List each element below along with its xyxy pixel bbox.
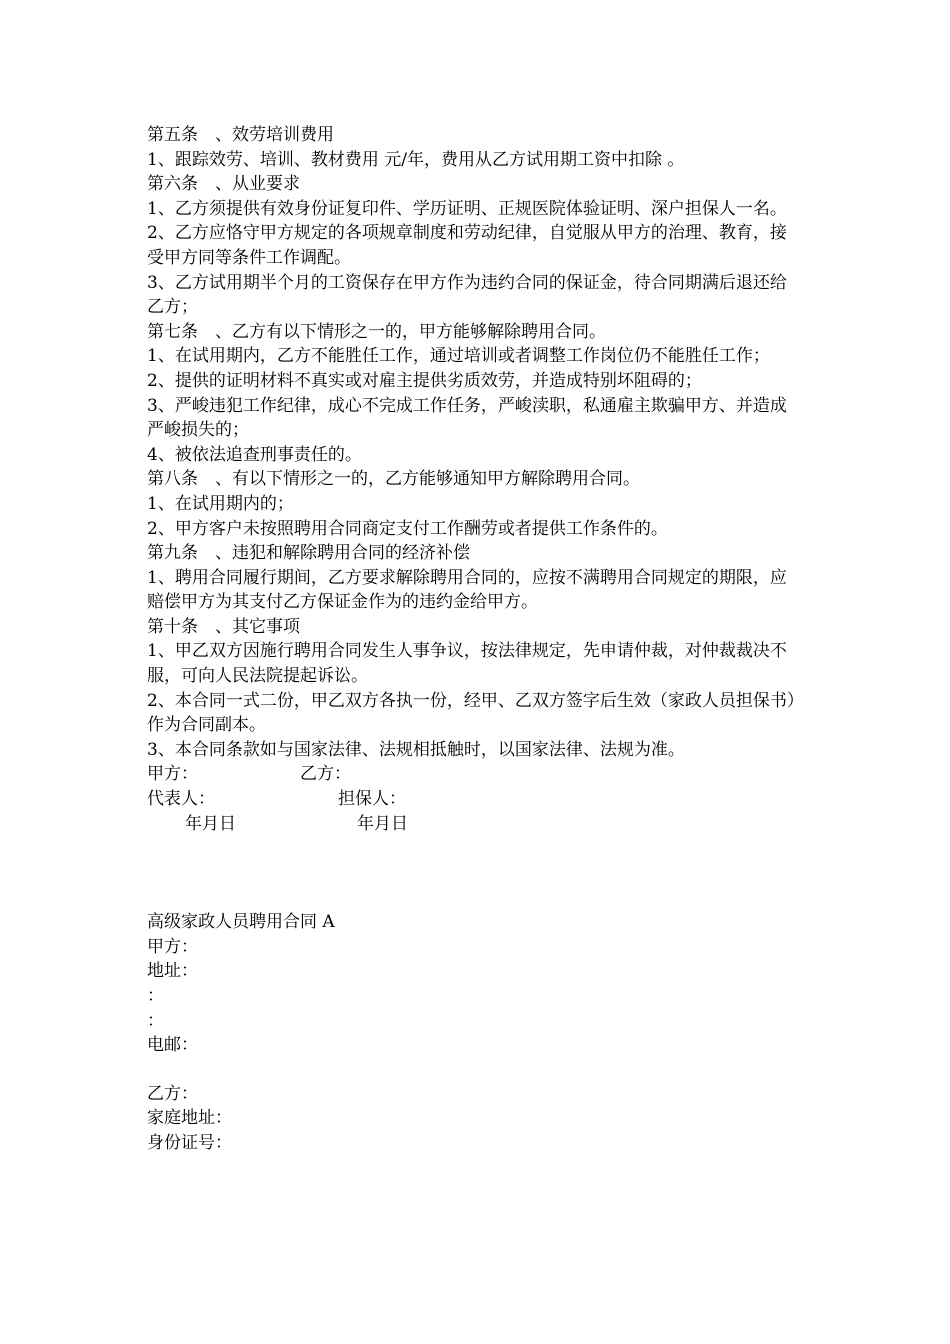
article-6-title: 第六条 、从业要求 xyxy=(147,174,300,195)
signature-guarantor: 担保人： xyxy=(338,789,406,810)
article-6-clause-3: 3、乙方试用期半个月的工资保存在甲方作为违约合同的保证金，待合同期满后退还给乙方； xyxy=(147,272,787,318)
article-7-clause-3: 3、严峻违犯工作纪律，成心不完成工作任务，严峻渎职，私通雇主欺骗甲方、并造成严峻损失的； xyxy=(147,395,787,441)
second-party-b: 乙方： xyxy=(147,1083,198,1104)
signature-row-dates xyxy=(147,812,797,837)
signature-row-parties xyxy=(147,762,797,787)
second-id-number: 身份证号： xyxy=(147,1132,232,1153)
article-7-clause-1: 1、在试用期内，乙方不能胜任工作，通过培训或者调整工作岗位仍不能胜任工作； xyxy=(147,346,770,367)
second-contract-title: 高级家政人员聘用合同 A xyxy=(147,912,335,933)
second-email: 电邮： xyxy=(147,1035,198,1056)
article-9-clause-1: 1、聘用合同履行期间，乙方要求解除聘用合同的，应按不满聘用合同规定的期限，应赔偿甲方为其支付乙方保证金作为的违约金给甲方。 xyxy=(147,567,787,613)
article-10-clause-1: 1、甲乙双方因施行聘用合同发生人事争议，按法律规定，先申请仲裁，对仲裁裁决不服，可向人民法院提起诉讼。 xyxy=(147,641,787,687)
article-6-clause-2: 2、乙方应恪守甲方规定的各项规章制度和劳动纪律，自觉服从甲方的治理、教育，接受甲方同等条件工作调配。 xyxy=(147,223,787,268)
signature-date-a: 年月日 xyxy=(185,813,236,834)
article-10-clause-3: 3、本合同条款如与国家法律、法规相抵触时，以国家法律、法规为准。 xyxy=(147,739,685,760)
party-spacer xyxy=(147,1058,797,1082)
second-address: 地址： xyxy=(147,961,198,982)
article-8-clause-1: 1、在试用期内的； xyxy=(147,493,294,514)
second-home-address: 家庭地址： xyxy=(147,1108,232,1129)
second-party-a: 甲方： xyxy=(147,936,198,957)
article-6-clause-1: 1、乙方须提供有效身份证复印件、学历证明、正规医院体验证明、深户担保人一名。 xyxy=(147,198,787,219)
article-7-clause-2: 2、提供的证明材料不真实或对雇主提供劣质效劳，并造成特别坏阻碍的； xyxy=(147,370,702,391)
signature-row-representatives xyxy=(147,787,797,812)
signature-date-b: 年月日 xyxy=(357,813,408,834)
signature-party-b: 乙方： xyxy=(300,764,351,785)
section-spacer xyxy=(147,836,797,910)
second-field-1: ： xyxy=(147,986,164,1006)
signature-representative: 代表人： xyxy=(147,789,215,810)
second-field-2: ： xyxy=(147,1010,164,1031)
signature-party-a: 甲方： xyxy=(147,764,198,785)
article-9-title: 第九条 、违犯和解除聘用合同的经济补偿 xyxy=(147,543,470,564)
document-page xyxy=(147,123,797,1156)
article-7-title: 第七条 、乙方有以下情形之一的，甲方能够解除聘用合同。 xyxy=(147,321,606,342)
article-8-clause-2: 2、甲方客户未按照聘用合同商定支付工作酬劳或者提供工作条件的。 xyxy=(147,518,668,539)
article-10-title: 第十条 、其它事项 xyxy=(147,616,300,637)
article-5-clause-1: 1、跟踪效劳、培训、教材费用 元/年，费用从乙方试用期工资中扣除 。 xyxy=(147,149,685,170)
article-8-title: 第八条 、有以下情形之一的，乙方能够通知甲方解除聘用合同。 xyxy=(147,469,640,490)
article-7-clause-4: 4、被依法追查刑事责任的。 xyxy=(147,444,362,465)
article-10-clause-2: 2、本合同一式二份，甲乙双方各执一份，经甲、乙双方签字后生效（家政人员担保书）作为合同副本。 xyxy=(147,690,796,736)
article-5-title: 第五条 、效劳培训费用 xyxy=(147,125,334,145)
